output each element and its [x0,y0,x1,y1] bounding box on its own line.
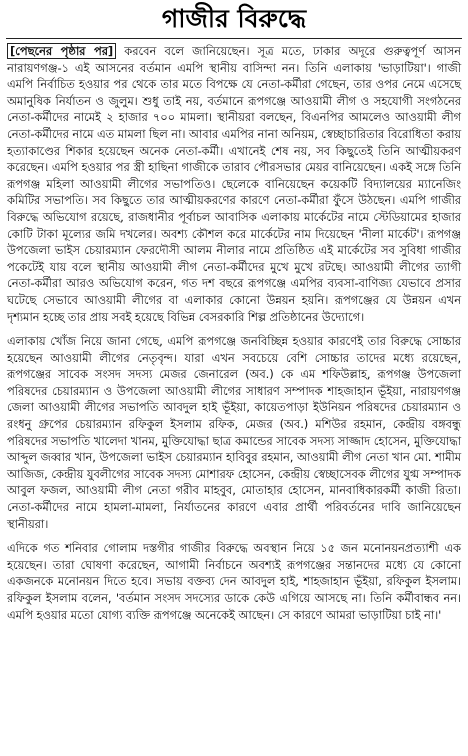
article-paragraph-2: এলাকায় খোঁজ নিয়ে জানা গেছে, এমপি রূপগঞ্জে জনবিচ্ছিন্ন হওয়ার কারণেই তার বিরুদ্ধে সোচ্চার হয়েছেন আওয়ামী লীগের নেতৃবৃন্দ। যারা এখন সবচেয়ে বেশি সোচ্চার তাদের মধ্যে রয়েছেন, রূপগঞ্জের সাবেক সংসদ সদস্য মেজর জেনারেল (অব.) কে এম শফিউল্লাহ, রূপগঞ্জ উপজেলা পরিষদের চেয়ারম্যান ও উপজেলা আওয়ামী লীগের সাধারণ সম্পাদক শাহজাহান ভূঁইয়া, নারায়ণগঞ্জ জেলা আওয়ামী লীগের সভাপতি আবদুল হাই ভূঁইয়া, কায়েতপাড়া ইউনিয়ন পরিষদের চেয়ারম্যান ও রংধনু গ্রুপের চেয়ারম্যান রফিকুল ইসলাম রফিক, মেজর (অব.) মশিউর রহমান, কেন্দ্রীয় বঙ্গবন্ধু পরিষদের সভাপতি খালেদা খানম, মুক্তিযোদ্ধা ছাত্র কমান্ডের সাবেক সদস্য সাজ্জাদ হোসেন, মুক্তিযোদ্ধা আব্দুল জব্বার খান, উপজেলা ভাইস চেয়ারম্যান হাবিবুর রহমান, আওয়ামী লীগ নেতা খান মো. শামীম আজিজ, কেন্দ্রীয় যুবলীগের সাবেক সদস্য মোশারফ হোসেন, কেন্দ্রীয় স্বেচ্ছাসেবক লীগের যুগ্ম সম্পাদক আবুল ফজল, আওয়ামী লীগ নেতা গরীব মাহবুব, মোতাহার হোসেন, মানবাধিকারকর্মী কাজী রিতা। নেতা-কর্মীদের নামে হামলা-মামলা, নির্যাতনের কারণে এবার প্রার্থী পরিবর্তনের দাবি জানিয়েছেন স্থানীয়রা। [7,334,461,531]
paragraph-text: করবেন বলে জানিয়েছেন। সূত্র মতে, ঢাকার অদূরে গুরুত্বপূর্ণ আসন নারায়ণগঞ্জ-১ এই আসনের বর্তমান এমপি স্থানীয় বাসিন্দা নন। তিনি এলাকায় 'ভাড়াটিয়া'। গাজী এমপি নির্বাচিত হওয়ার পর থেকে তার মতে বিপক্ষে যে নেতা-কর্মীরা গেছেন, তার ওপর নেমে এসেছে অমানুষিক নির্যাতন ও জুলুম। শুধু তাই নয়, বর্তমানে রূপগঞ্জে আওয়ামী লীগ ও সহযোগী সংগঠনের নেতা-কর্মীদের নামেই ২ হাজার ৭০০ মামলা। স্থানীয়রা বলছেন, বিএনপির আমলেও আওয়ামী লীগ নেতা-কর্মীদের নামে এত মামলা ছিল না। আবার এমপির নানা অনিয়ম, স্বেচ্ছাচারিতার বিরোধিতা করায় হত্যাকাণ্ডের শিকার হয়েছেন অনেক নেতা-কর্মী। এখানেই শেষ নয়, সব কিছুতেই তিনি আত্মীয়করণ করেছেন। এমপি হওয়ার পর স্ত্রী হাছিনা গাজীকে তারাব পৌরসভার মেয়র বানিয়েছেন। একই সঙ্গে তিনি রূপগঞ্জ মহিলা আওয়ামী লীগের সভাপতিও। ছেলেকে বানিয়েছেন কয়েকটি বিদ্যালয়ের ম্যানেজিং কমিটির সভাপতি। সব কিছুতে তার আত্মীয়করণের কারণে নেতা-কর্মীরা ফুঁসে উঠছেন। এমপি গাজীর বিরুদ্ধে অভিযোগ রয়েছে, রাজধানীর পূর্বাচল আবাসিক এলাকায় মার্কেটের নামে স্টেডিয়ামের হাজার কোটি টাকা মূল্যের জমি দখলের। অবশ্য কৌশল করে মার্কেটের নাম দিয়েছেন 'নীলা মার্কেট'। রূপগঞ্জ উপজেলা ভাইস চেয়ারম্যান ফেরদৌসী আলম নীলার নামে প্রতিষ্ঠিত এই মার্কেটের সব সুবিধা গাজীর পকেটেই যায় বলে স্থানীয় আওয়ামী লীগ নেতা-কর্মীদের মুখে মুখে রটছে। আওয়ামী লীগের ত্যাগী নেতা-কর্মীরা আরও অভিযোগ করেন, গত দশ বছরে রূপগঞ্জে এমপির ব্যবসা-বাণিজ্য যেভাবে প্রসার ঘটেছে সেভাবে আওয়ামী লীগের বা এলাকার কোনো উন্নয়ন হয়নি। রূপগঞ্জের যে উন্নয়ন এখন দৃশ্যমান হচ্ছে তার প্রায় সবই হয়েছে বিভিন্ন বেসরকারি শিল্প প্রতিষ্ঠানের উদ্যোগে। [7,44,461,324]
article-paragraph-1 [7,43,461,325]
article-headline: গাজীর বিরুদ্ধে [6,0,462,39]
continuation-tag: [পেছনের পৃষ্ঠার পর] [7,43,116,59]
article-paragraph-3: এদিকে গত শনিবার গোলাম দস্তগীর গাজীর বিরুদ্ধে অবস্থান নিয়ে ১৫ জন মনোনয়নপ্রত্যাশী এক হয়েছেন। তারা ঘোষণা করেছেন, আগামী নির্বাচনে অবশ্যই রূপগঞ্জের সন্তানদের মধ্যে যে কোনো একজনকে মনোনয়ন দিতে হবে। সভায় বক্তব্য দেন আবদুল হাই, শাহজাহান ভূঁইয়া, রফিকুল ইসলাম। রফিকুল ইসলাম বলেন, 'বর্তমান সংসদ সদস্যের ডাকে কেউ এগিয়ে আসছে না। তিনি কর্মীবান্ধব নন। এমপি হওয়ার মতো যোগ্য ব্যক্তি রূপগঞ্জে অনেকেই আছেন। সে কারণে আমরা ভাড়াটিয়া চাই না।' [7,541,461,622]
article-body [0,39,468,623]
